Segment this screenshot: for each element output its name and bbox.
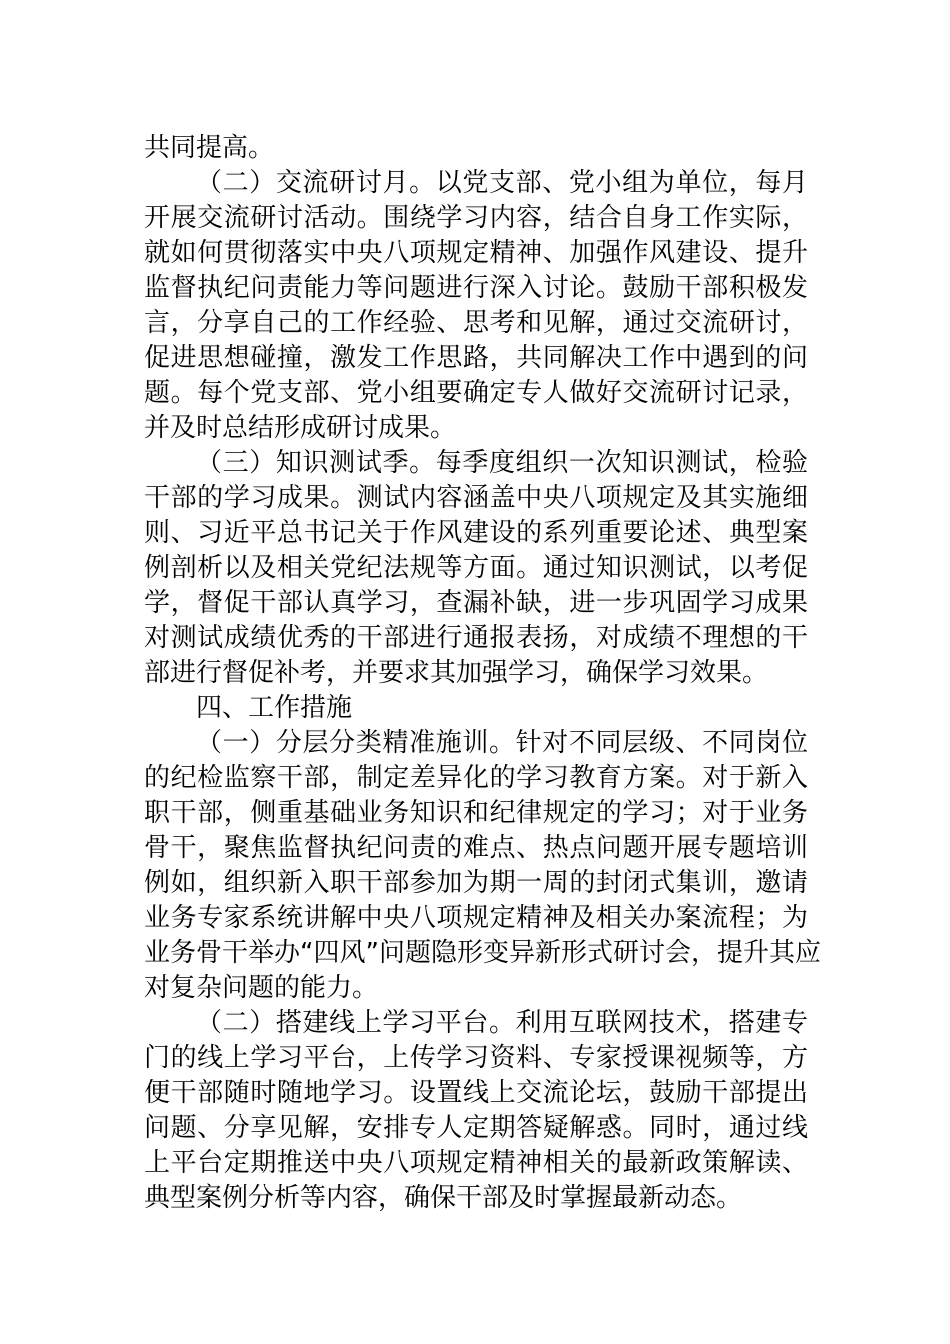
- text-line: 则、习近平总书记关于作风建设的系列重要论述、典型案: [144, 518, 808, 548]
- text-line: 便干部随时随地学习。设置线上交流论坛，鼓励干部提出: [144, 1078, 808, 1108]
- text-line: 干部的学习成果。测试内容涵盖中央八项规定及其实施细: [144, 483, 808, 513]
- text-line: 对测试成绩优秀的干部进行通报表扬，对成绩不理想的干: [144, 623, 808, 653]
- text-line: 促进思想碰撞，激发工作思路，共同解决工作中遇到的问: [144, 343, 808, 373]
- text-line: 职干部，侧重基础业务知识和纪律规定的学习；对于业务: [144, 798, 808, 828]
- text-line: 开展交流研讨活动。围绕学习内容，结合自身工作实际，: [144, 203, 808, 233]
- text-line: 骨干，聚焦监督执纪问责的难点、热点问题开展专题培训: [144, 833, 808, 863]
- text-line: 典型案例分析等内容，确保干部及时掌握最新动态。: [144, 1183, 743, 1213]
- text-line: 就如何贯彻落实中央八项规定精神、加强作风建设、提升: [144, 238, 808, 268]
- text-line: 言，分享自己的工作经验、思考和见解，通过交流研讨，: [144, 308, 808, 338]
- text-line: 部进行督促补考，并要求其加强学习，确保学习效果。: [144, 658, 769, 688]
- text-line: 业务骨干举办“四风”问题隐形变异新形式研讨会，提升其应: [144, 938, 821, 968]
- text-line: 问题、分享见解，安排专人定期答疑解惑。同时，通过线: [144, 1113, 808, 1143]
- text-line: 对复杂问题的能力。: [144, 973, 379, 1003]
- text-line: 共同提高。: [144, 133, 275, 163]
- paragraph-heading: （二）交流研讨月。以党支部、党小组为单位，每月: [196, 168, 808, 198]
- section-heading: 四、工作措施: [196, 693, 353, 723]
- paragraph-heading: （二）搭建线上学习平台。利用互联网技术，搭建专: [196, 1008, 808, 1038]
- text-line: 例剖析以及相关党纪法规等方面。通过知识测试，以考促: [144, 553, 808, 583]
- text-line: 例如，组织新入职干部参加为期一周的封闭式集训，邀请: [144, 868, 808, 898]
- paragraph-heading: （三）知识测试季。每季度组织一次知识测试，检验: [196, 448, 808, 478]
- text-line: 监督执纪问责能力等问题进行深入讨论。鼓励干部积极发: [144, 273, 808, 303]
- text-line: 上平台定期推送中央八项规定精神相关的最新政策解读、: [144, 1148, 808, 1178]
- paragraph-heading: （一）分层分类精准施训。针对不同层级、不同岗位: [196, 728, 808, 758]
- text-line: 题。每个党支部、党小组要确定专人做好交流研讨记录，: [144, 378, 808, 408]
- text-line: 的纪检监察干部，制定差异化的学习教育方案。对于新入: [144, 763, 808, 793]
- text-line: 业务专家系统讲解中央八项规定精神及相关办案流程；为: [144, 903, 808, 933]
- text-line: 学，督促干部认真学习，查漏补缺，进一步巩固学习成果: [144, 588, 808, 618]
- text-line: 并及时总结形成研讨成果。: [144, 413, 457, 443]
- text-line: 门的线上学习平台，上传学习资料、专家授课视频等，方: [144, 1043, 808, 1073]
